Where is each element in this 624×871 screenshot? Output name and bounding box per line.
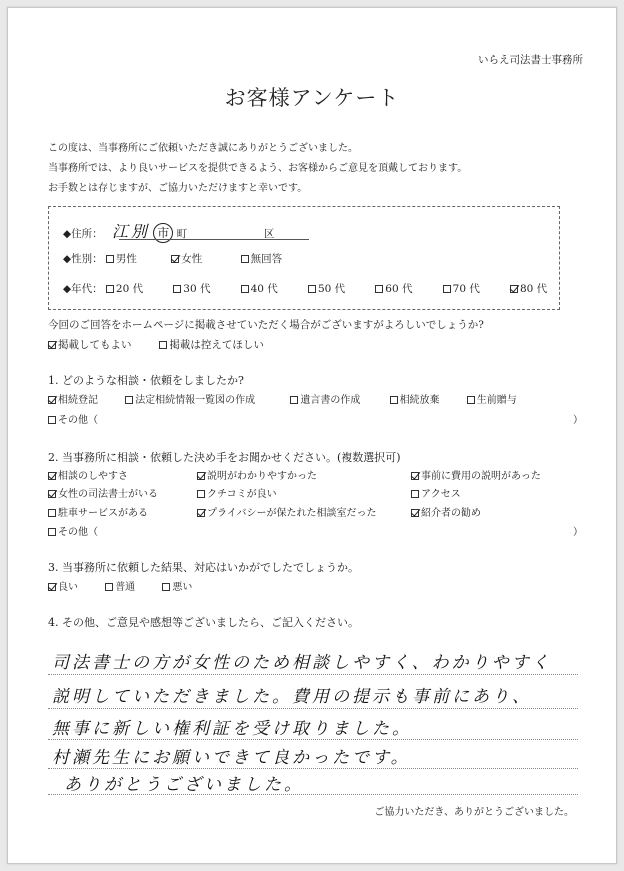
q1-will-checkbox[interactable]	[290, 396, 298, 404]
q1-option-inheritance-registration[interactable]: 相続登記	[48, 391, 122, 406]
q1-other[interactable]: その他（	[48, 411, 98, 426]
q4-ruled-line-5	[48, 794, 578, 795]
q3-bad-checkbox[interactable]	[162, 583, 170, 591]
q1-other-close: ）	[573, 415, 583, 426]
intro-line-1: この度は、当事務所にご依頼いただき誠にありがとうございました。	[48, 143, 358, 154]
age-40-checkbox[interactable]	[241, 285, 249, 293]
publish-allow-checkbox[interactable]	[48, 341, 56, 349]
address-town-label: 町	[176, 228, 188, 240]
q2-access-checkbox[interactable]	[411, 490, 419, 498]
age-option-40[interactable]: 40 代	[241, 281, 305, 296]
q2-question: 2. 当事務所に相談・依頼した決め手をお聞かせください。(複数選択可)	[48, 451, 401, 464]
age-option-20[interactable]: 20 代	[106, 281, 170, 296]
q1-option-inheritance-info-map[interactable]: 法定相続情報一覧図の作成	[125, 391, 287, 406]
gender-option-female[interactable]: 女性	[171, 251, 237, 266]
q2-option-privacy[interactable]: プライバシーが保たれた相談室だった	[197, 504, 377, 519]
q2-option-female-scrivener[interactable]: 女性の司法書士がいる	[48, 485, 158, 500]
q4-handwritten-line-5: ありがとうございました。	[64, 775, 304, 795]
age-20-checkbox[interactable]	[106, 285, 114, 293]
q2-option-easy-consult[interactable]: 相談のしやすさ	[48, 467, 128, 482]
q2-option-access[interactable]: アクセス	[411, 485, 461, 500]
q4-ruled-line-1	[48, 674, 578, 675]
gender-row	[63, 251, 282, 266]
q3-option-bad[interactable]: 悪い	[162, 578, 192, 593]
publish-option-allow[interactable]: 掲載してもよい	[48, 337, 156, 352]
q4-handwritten-line-1: 司法書士の方が女性のため相談しやすく、わかりやすく	[52, 653, 552, 673]
q4-handwritten-line-3: 無事に新しい権利証を受け取りました。	[52, 719, 412, 739]
age-row	[63, 281, 547, 296]
address-city-handwritten: 江別	[111, 222, 150, 241]
q4-handwritten-line-4: 村瀬先生にお願いできて良かったです。	[52, 748, 411, 768]
age-option-30[interactable]: 30 代	[173, 281, 237, 296]
q4-ruled-line-4	[48, 768, 578, 769]
age-label: ◆年代：	[63, 283, 103, 295]
q3-option-good[interactable]: 良い	[48, 578, 102, 593]
q1-gift-checkbox[interactable]	[467, 396, 475, 404]
gender-female-checkbox[interactable]	[171, 255, 179, 263]
q1-inheritance-info-map-checkbox[interactable]	[125, 396, 133, 404]
gender-male-checkbox[interactable]	[106, 255, 114, 263]
q2-option-fee-explained[interactable]: 事前に費用の説明があった	[411, 467, 541, 482]
gender-no-answer-checkbox[interactable]	[241, 255, 249, 263]
q2-fee-explained-checkbox[interactable]	[411, 472, 419, 480]
q1-option-gift[interactable]: 生前贈与	[467, 391, 517, 406]
age-option-80[interactable]: 80 代	[510, 281, 547, 296]
publish-options	[48, 337, 264, 352]
q2-clear-explanation-checkbox[interactable]	[197, 472, 205, 480]
q1-option-renunciation[interactable]: 相続放棄	[390, 391, 464, 406]
q2-easy-consult-checkbox[interactable]	[48, 472, 56, 480]
q4-ruled-line-2	[48, 708, 578, 709]
age-option-50[interactable]: 50 代	[308, 281, 372, 296]
q3-question: 3. 当事務所に依頼した結果、対応はいかがでしたでしょうか。	[48, 561, 359, 574]
q2-parking-checkbox[interactable]	[48, 509, 56, 517]
address-ward-label: 区	[263, 228, 275, 240]
q2-other-checkbox[interactable]	[48, 528, 56, 536]
publish-question: 今回のご回答をホームページに掲載させていただく場合がございますがよろしいでしょうか?	[48, 319, 484, 331]
intro-line-3: お手数とは存じますが、ご協力いただけますと幸いです。	[48, 183, 308, 194]
address-city-circled-mark: 市	[153, 223, 173, 243]
age-70-checkbox[interactable]	[443, 285, 451, 293]
q2-option-parking[interactable]: 駐車サービスがある	[48, 504, 148, 519]
gender-option-male[interactable]: 男性	[106, 251, 168, 266]
q4-handwritten-line-2: 説明していただきました。費用の提示も事前にあり、	[52, 687, 532, 707]
q2-privacy-checkbox[interactable]	[197, 509, 205, 517]
survey-sheet	[7, 7, 617, 864]
q4-question: 4. その他、ご意見や感想等ございましたら、ご記入ください。	[48, 616, 359, 629]
q3-options	[48, 578, 192, 593]
closing-message: ご協力いただき、ありがとうございました。	[374, 807, 574, 818]
gender-label: ◆性別：	[63, 253, 103, 265]
q2-female-scrivener-checkbox[interactable]	[48, 490, 56, 498]
publish-option-decline[interactable]: 掲載は控えてほしい	[159, 337, 264, 352]
q1-inheritance-registration-checkbox[interactable]	[48, 396, 56, 404]
office-name: いらえ司法書士事務所	[478, 54, 583, 66]
age-80-checkbox[interactable]	[510, 285, 518, 293]
q1-other-checkbox[interactable]	[48, 416, 56, 424]
age-30-checkbox[interactable]	[173, 285, 181, 293]
age-option-60[interactable]: 60 代	[375, 281, 439, 296]
q3-average-checkbox[interactable]	[105, 583, 113, 591]
q3-good-checkbox[interactable]	[48, 583, 56, 591]
q1-options	[48, 391, 517, 406]
q3-option-average[interactable]: 普通	[105, 578, 159, 593]
q2-option-reviews[interactable]: クチコミが良い	[197, 485, 277, 500]
intro-line-2: 当事務所では、より良いサービスを提供できるよう、お客様からご意見を頂戴しております。	[48, 163, 468, 174]
address-label: ◆住所：	[63, 228, 103, 240]
gender-option-no-answer[interactable]: 無回答	[241, 251, 283, 266]
age-60-checkbox[interactable]	[375, 285, 383, 293]
q2-referral-checkbox[interactable]	[411, 509, 419, 517]
q4-ruled-line-3	[48, 739, 578, 740]
q1-option-will[interactable]: 遺言書の作成	[290, 391, 386, 406]
q2-other-close: ）	[573, 527, 583, 538]
q2-reviews-checkbox[interactable]	[197, 490, 205, 498]
q1-question: 1. どのような相談・依頼をしましたか?	[48, 374, 244, 387]
q1-renunciation-checkbox[interactable]	[390, 396, 398, 404]
q2-option-referral[interactable]: 紹介者の勧め	[411, 504, 481, 519]
q2-other[interactable]: その他（	[48, 523, 98, 538]
age-option-70[interactable]: 70 代	[443, 281, 507, 296]
profile-box	[48, 206, 560, 310]
q2-option-clear-explanation[interactable]: 説明がわかりやすかった	[197, 467, 317, 482]
age-50-checkbox[interactable]	[308, 285, 316, 293]
address-underline	[119, 239, 309, 240]
publish-decline-checkbox[interactable]	[159, 341, 167, 349]
page-title: お客様アンケート	[224, 86, 400, 110]
